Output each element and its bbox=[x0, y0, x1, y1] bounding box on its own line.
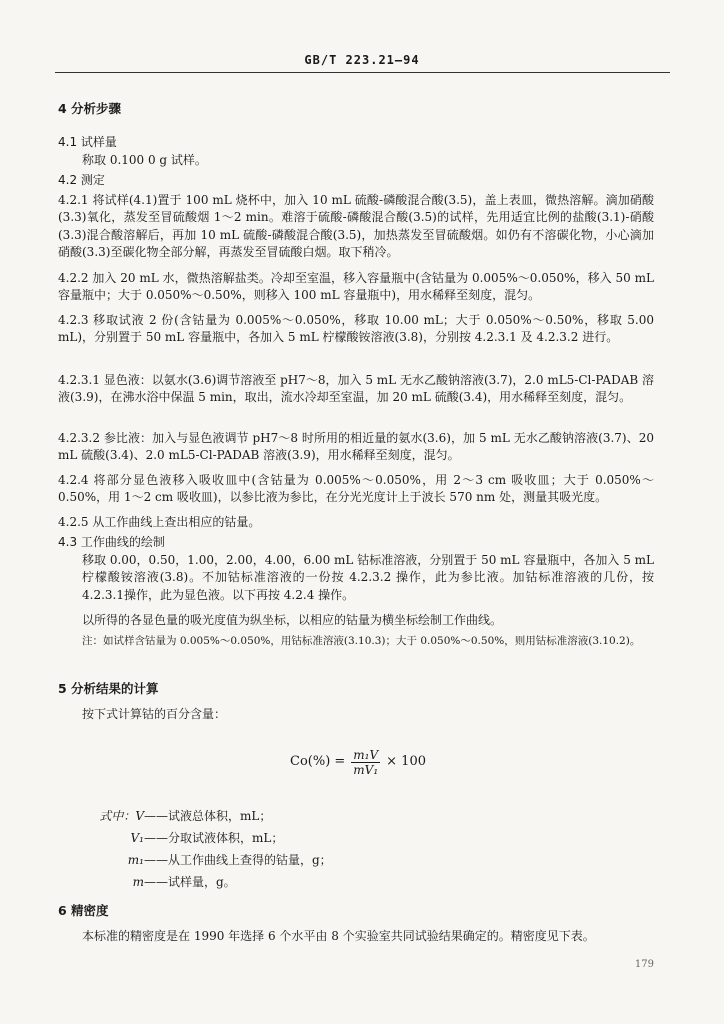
para-4-2-3-2: 4.2.3.2 参比液：加入与显色液调节 pH7～8 时所用的相近量的氨水(3.6)，加 5 mL 无水乙酸钠溶液(3.7)、20 mL 硫酸(3.4)、2.0 mL5-Cl-PADAB 溶液(3.9)，用水稀释至刻度，混匀。 bbox=[58, 431, 654, 463]
variable-definitions bbox=[58, 806, 332, 894]
def-key: V₁ bbox=[130, 831, 144, 846]
para-4-2-3-1: 4.2.3.1 显色液：以氨水(3.6)调节溶液至 pH7～8，加入 5 mL 无水乙酸钠溶液(3.7)，2.0 mL5-Cl-PADAB 溶液(3.9)，在沸水浴中保温 5 min，取出，流水冷却至室温，加 20 mL 硫酸(3.4)，用水稀释至刻度，混匀。 bbox=[58, 373, 654, 405]
section-4-1-title: 4.1 试样量 bbox=[58, 135, 117, 149]
formula-lhs: Co(%) = bbox=[290, 754, 346, 770]
def-text: ——从工作曲线上查得的钴量，g； bbox=[144, 853, 332, 868]
para-4-2-1: 4.2.1 将试样(4.1)置于 100 mL 烧杯中，加入 10 mL 硫酸-磷酸混合酸(3.5)，盖上表皿，微热溶解。滴加硝酸(3.3)氧化，蒸发至冒硫酸烟 1～2 min。难溶于硫酸-磷酸混合酸(3.5)的试样，先用适宜比例的盐酸(3.1)-硝酸(3.3)混合酸溶解后，再加 10 mL 硫酸-磷酸混合酸(3.5)，加热蒸发至冒硫酸烟。如仍有不溶碳化物，小心滴加硝酸(3.3)至碳化物全部分解，再蒸发至冒硫酸白烟。取下稍冷。 bbox=[58, 193, 654, 260]
def-row bbox=[58, 806, 332, 828]
formula-cobalt bbox=[290, 748, 426, 778]
formula-numerator: m₁V bbox=[353, 748, 379, 762]
section-4-1-text: 称取 0.100 0 g 试样。 bbox=[82, 153, 207, 167]
formula-rhs: × 100 bbox=[386, 754, 426, 770]
formula-fraction bbox=[351, 748, 380, 778]
standard-header: GB/T 223.21—94 bbox=[304, 53, 420, 67]
para-4-3-b: 以所得的各显色量的吸光度值为纵坐标，以相应的钴量为横坐标绘制工作曲线。 bbox=[82, 613, 503, 627]
section-6-text: 本标准的精密度是在 1990 年选择 6 个水平由 8 个实验室共同试验结果确定的。精密度见下表。 bbox=[82, 929, 595, 943]
section-6-title: 6 精密度 bbox=[58, 903, 109, 918]
section-4-3-title: 4.3 工作曲线的绘制 bbox=[58, 535, 165, 549]
formula-denominator: mV₁ bbox=[353, 763, 379, 778]
def-key: m bbox=[132, 875, 144, 890]
def-row bbox=[58, 828, 332, 850]
def-row bbox=[58, 850, 332, 872]
note: 注：如试样含钴量为 0.005%～0.050%，用钴标准溶液(3.10.3)；大于 0.050%～0.50%，则用钴标准溶液(3.10.2)。 bbox=[82, 635, 641, 647]
def-key: m₁ bbox=[127, 853, 144, 868]
def-key: 式中：V bbox=[99, 809, 144, 824]
def-row bbox=[58, 872, 332, 894]
section-4-2-title: 4.2 测定 bbox=[58, 173, 105, 187]
para-4-3-a: 移取 0.00，0.50，1.00，2.00，4.00，6.00 mL 钴标准溶液，分别置于 50 mL 容量瓶中，各加入 5 mL 柠檬酸铵溶液(3.8)。不加钴标准溶液的一份按 4.2.3.2 操作，此为参比液。加钴标准溶液的几份，按 4.2.3.1操作，此为显色液。以下再按 4.2.4 操作。 bbox=[82, 553, 654, 602]
para-4-2-3: 4.2.3 移取试液 2 份(含钴量为 0.005%～0.050%，移取 10.00 mL；大于 0.050%～0.50%，移取 5.00 mL)，分别置于 50 mL 容量瓶中，各加入 5 mL 柠檬酸铵溶液(3.8)，分别按 4.2.3.1 及 4.2.3.2 进行。 bbox=[58, 313, 654, 345]
para-4-2-5: 4.2.5 从工作曲线上查出相应的钴量。 bbox=[58, 515, 261, 529]
para-4-2-2: 4.2.2 加入 20 mL 水，微热溶解盐类。冷却至室温，移入容量瓶中(含钴量为 0.005%～0.050%，移入 50 mL 容量瓶中；大于 0.050%～0.50%，则移入 100 mL 容量瓶中)，用水稀释至刻度，混匀。 bbox=[58, 271, 654, 303]
section-4-title: 4 分析步骤 bbox=[58, 101, 122, 116]
def-text: ——试样量，g。 bbox=[144, 875, 236, 890]
para-4-2-4: 4.2.4 将部分显色液移入吸收皿中(含钴量为 0.005%～0.050%，用 2～3 cm 吸收皿；大于 0.050%～0.50%，用 1～2 cm 吸收皿)，以参比液为参比，在分光光度计上于波长 570 nm 处，测量其吸光度。 bbox=[58, 473, 654, 505]
section-5-title: 5 分析结果的计算 bbox=[58, 681, 159, 696]
def-text: ——分取试液体积，mL； bbox=[144, 831, 284, 846]
section-5-intro: 按下式计算钴的百分含量： bbox=[82, 707, 227, 721]
def-text: ——试液总体积，mL； bbox=[144, 809, 272, 824]
page-number: 179 bbox=[634, 959, 654, 970]
header-rule bbox=[55, 72, 670, 73]
